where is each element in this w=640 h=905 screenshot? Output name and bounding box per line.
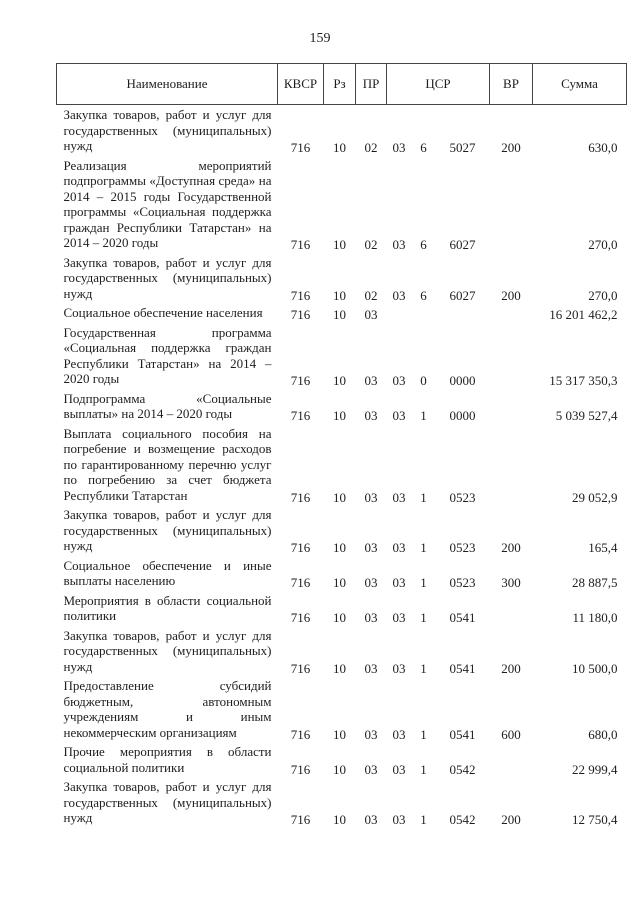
cell-c1: 03 xyxy=(392,287,406,303)
cell-name: Закупка товаров, работ и услуг для государственных (муниципальных) нужд xyxy=(63,254,272,301)
cell-c2: 1 xyxy=(420,726,427,742)
cell-c3: 0541 xyxy=(449,610,476,625)
table-row xyxy=(57,389,627,424)
cell-c3 xyxy=(436,303,490,323)
cell-kvsr: 716 xyxy=(290,660,311,676)
cell-vr: 200 xyxy=(501,540,521,555)
cell-c1: 03 xyxy=(392,140,406,155)
table-body xyxy=(57,105,627,828)
cell-c3: 0523 xyxy=(449,575,476,590)
cell-name: Прочие мероприятия в области социальной политики xyxy=(63,744,272,775)
cell-vr xyxy=(490,156,533,253)
cell-name: Закупка товаров, работ и услуг для государственных (муниципальных) нужд xyxy=(63,627,272,674)
cell-c3: 0523 xyxy=(449,540,476,555)
table-header-row xyxy=(57,64,627,105)
cell-vr xyxy=(490,323,533,389)
cell-c1: 03 xyxy=(392,408,406,423)
cell-sum: 29 052,9 xyxy=(572,489,618,505)
cell-pr: 03 xyxy=(364,812,378,827)
cell-pr: 03 xyxy=(364,489,378,505)
cell-rz: 10 xyxy=(333,610,346,625)
table-row xyxy=(57,323,627,389)
header-name: Наименование xyxy=(57,64,278,105)
cell-pr: 03 xyxy=(364,726,378,742)
cell-kvsr: 716 xyxy=(290,140,311,155)
cell-name: Закупка товаров, работ и услуг для государственных (муниципальных) нужд xyxy=(63,107,272,153)
cell-rz: 10 xyxy=(333,660,346,676)
cell-c3: 6027 xyxy=(449,237,476,252)
cell-name: Закупка товаров, работ и услуг для государственных (муниципальных) нужд xyxy=(63,779,272,825)
header-sum: Сумма xyxy=(533,64,627,105)
budget-table xyxy=(56,63,627,828)
cell-c1: 03 xyxy=(392,761,406,777)
cell-rz: 10 xyxy=(333,373,346,388)
cell-kvsr: 716 xyxy=(290,489,311,505)
cell-vr: 600 xyxy=(501,726,521,742)
cell-pr: 03 xyxy=(364,575,378,590)
cell-name: Предоставление субсидий бюджетным, автономным учреждениям и иным некоммерческим организациям xyxy=(63,678,272,740)
cell-c2: 6 xyxy=(420,287,427,303)
cell-name: Реализация мероприятий подпрограммы «Доступная среда» на 2014 – 2015 годы Государственной программы «Социальная поддержка граждан Республики Татарстан» на 2014 – 2020 годы xyxy=(63,157,272,250)
cell-vr xyxy=(490,303,533,323)
header-kvsr: КВСР xyxy=(278,64,324,105)
cell-c2: 1 xyxy=(420,812,427,827)
cell-c2: 1 xyxy=(420,489,427,505)
table-row xyxy=(57,777,627,828)
cell-pr: 03 xyxy=(364,373,378,388)
cell-name: Мероприятия в области социальной политики xyxy=(63,592,272,623)
cell-c1: 03 xyxy=(392,575,406,590)
cell-rz: 10 xyxy=(333,812,346,827)
cell-vr: 200 xyxy=(501,812,521,827)
cell-c2: 6 xyxy=(420,237,427,252)
cell-c2: 1 xyxy=(420,610,427,625)
cell-vr xyxy=(490,389,533,424)
cell-name: Закупка товаров, работ и услуг для государственных (муниципальных) нужд xyxy=(63,507,272,553)
cell-c2: 1 xyxy=(420,575,427,590)
table-row xyxy=(57,253,627,304)
cell-sum: 270,0 xyxy=(588,287,618,303)
cell-rz: 10 xyxy=(333,761,346,777)
cell-pr: 02 xyxy=(364,237,378,252)
cell-kvsr: 716 xyxy=(290,812,311,827)
header-vr: ВР xyxy=(490,64,533,105)
cell-sum: 5 039 527,4 xyxy=(555,408,618,423)
cell-pr: 03 xyxy=(364,540,378,555)
cell-sum: 22 999,4 xyxy=(572,761,618,777)
cell-c3: 0542 xyxy=(449,761,476,777)
cell-pr: 03 xyxy=(364,307,378,322)
cell-c3: 0000 xyxy=(449,373,476,388)
cell-rz: 10 xyxy=(333,140,346,155)
cell-sum: 16 201 462,2 xyxy=(549,307,618,322)
cell-vr: 200 xyxy=(501,140,521,155)
cell-c1 xyxy=(387,303,412,323)
cell-pr: 03 xyxy=(364,761,378,777)
cell-pr: 02 xyxy=(364,287,378,303)
cell-vr xyxy=(490,742,533,777)
cell-sum: 12 750,4 xyxy=(572,812,618,827)
cell-sum: 270,0 xyxy=(588,237,618,252)
cell-c3: 0523 xyxy=(449,489,476,505)
cell-vr: 200 xyxy=(501,287,521,303)
cell-c2: 6 xyxy=(420,140,427,155)
cell-c1: 03 xyxy=(392,726,406,742)
cell-sum: 680,0 xyxy=(588,726,618,742)
cell-vr xyxy=(490,591,533,626)
table-row xyxy=(57,626,627,677)
cell-name: Социальное обеспечение и иные выплаты населению xyxy=(63,557,272,588)
cell-kvsr: 716 xyxy=(290,373,311,388)
cell-c3: 6027 xyxy=(449,287,476,303)
cell-c1: 03 xyxy=(392,237,406,252)
header-rz: Рз xyxy=(324,64,356,105)
cell-rz: 10 xyxy=(333,408,346,423)
cell-c1: 03 xyxy=(392,540,406,555)
header-csr: ЦСР xyxy=(387,64,490,105)
cell-rz: 10 xyxy=(333,287,346,303)
cell-sum: 165,4 xyxy=(588,540,618,555)
cell-c2: 0 xyxy=(420,373,427,388)
cell-vr: 200 xyxy=(501,660,521,676)
cell-pr: 02 xyxy=(364,140,378,155)
cell-c3: 0000 xyxy=(449,408,476,423)
header-pr: ПР xyxy=(356,64,387,105)
cell-c2: 1 xyxy=(420,408,427,423)
cell-c1: 03 xyxy=(392,812,406,827)
cell-sum: 10 500,0 xyxy=(572,660,618,676)
table-row xyxy=(57,591,627,626)
cell-kvsr: 716 xyxy=(290,408,311,423)
cell-rz: 10 xyxy=(333,237,346,252)
cell-c3: 0542 xyxy=(449,812,476,827)
cell-sum: 630,0 xyxy=(588,140,618,155)
cell-kvsr: 716 xyxy=(290,726,311,742)
cell-kvsr: 716 xyxy=(290,761,311,777)
cell-kvsr: 716 xyxy=(290,610,311,625)
cell-rz: 10 xyxy=(333,540,346,555)
table-row xyxy=(57,556,627,591)
cell-vr: 300 xyxy=(501,575,521,590)
cell-rz: 10 xyxy=(333,575,346,590)
table-row xyxy=(57,742,627,777)
cell-name: Выплата социального пособия на погребение и возмещение расходов по гарантированному перечню услуг по погребению за счет бюджета Республики Татарстан xyxy=(63,425,272,503)
cell-c3: 5027 xyxy=(449,140,476,155)
cell-kvsr: 716 xyxy=(290,575,311,590)
cell-c3: 0541 xyxy=(449,726,476,742)
cell-c2: 1 xyxy=(420,761,427,777)
table-row xyxy=(57,105,627,156)
cell-c2 xyxy=(412,303,436,323)
cell-name: Подпрограмма «Социальные выплаты» на 2014 – 2020 годы xyxy=(63,390,272,421)
table-row xyxy=(57,424,627,506)
cell-kvsr: 716 xyxy=(290,307,311,322)
cell-c2: 1 xyxy=(420,660,427,676)
cell-rz: 10 xyxy=(333,726,346,742)
table-row xyxy=(57,505,627,556)
cell-c1: 03 xyxy=(392,660,406,676)
cell-kvsr: 716 xyxy=(290,237,311,252)
cell-pr: 03 xyxy=(364,660,378,676)
cell-vr xyxy=(490,424,533,506)
cell-rz: 10 xyxy=(333,307,346,322)
cell-pr: 03 xyxy=(364,610,378,625)
table-row xyxy=(57,676,627,742)
page-number: 159 xyxy=(309,31,331,46)
cell-c1: 03 xyxy=(392,489,406,505)
cell-rz: 10 xyxy=(333,489,346,505)
cell-c1: 03 xyxy=(392,610,406,625)
cell-name: Государственная программа «Социальная поддержка граждан Республики Татарстан» на 2014 – 2020 годы xyxy=(63,324,272,386)
cell-c1: 03 xyxy=(392,373,406,388)
cell-kvsr: 716 xyxy=(290,287,311,303)
table-row xyxy=(57,303,627,323)
cell-c3: 0541 xyxy=(449,660,476,676)
cell-c2: 1 xyxy=(420,540,427,555)
cell-kvsr: 716 xyxy=(290,540,311,555)
table-row xyxy=(57,156,627,253)
cell-name: Социальное обеспечение населения xyxy=(63,305,263,320)
cell-pr: 03 xyxy=(364,408,378,423)
cell-sum: 28 887,5 xyxy=(572,575,618,590)
cell-sum: 11 180,0 xyxy=(572,610,618,625)
cell-sum: 15 317 350,3 xyxy=(549,373,618,388)
